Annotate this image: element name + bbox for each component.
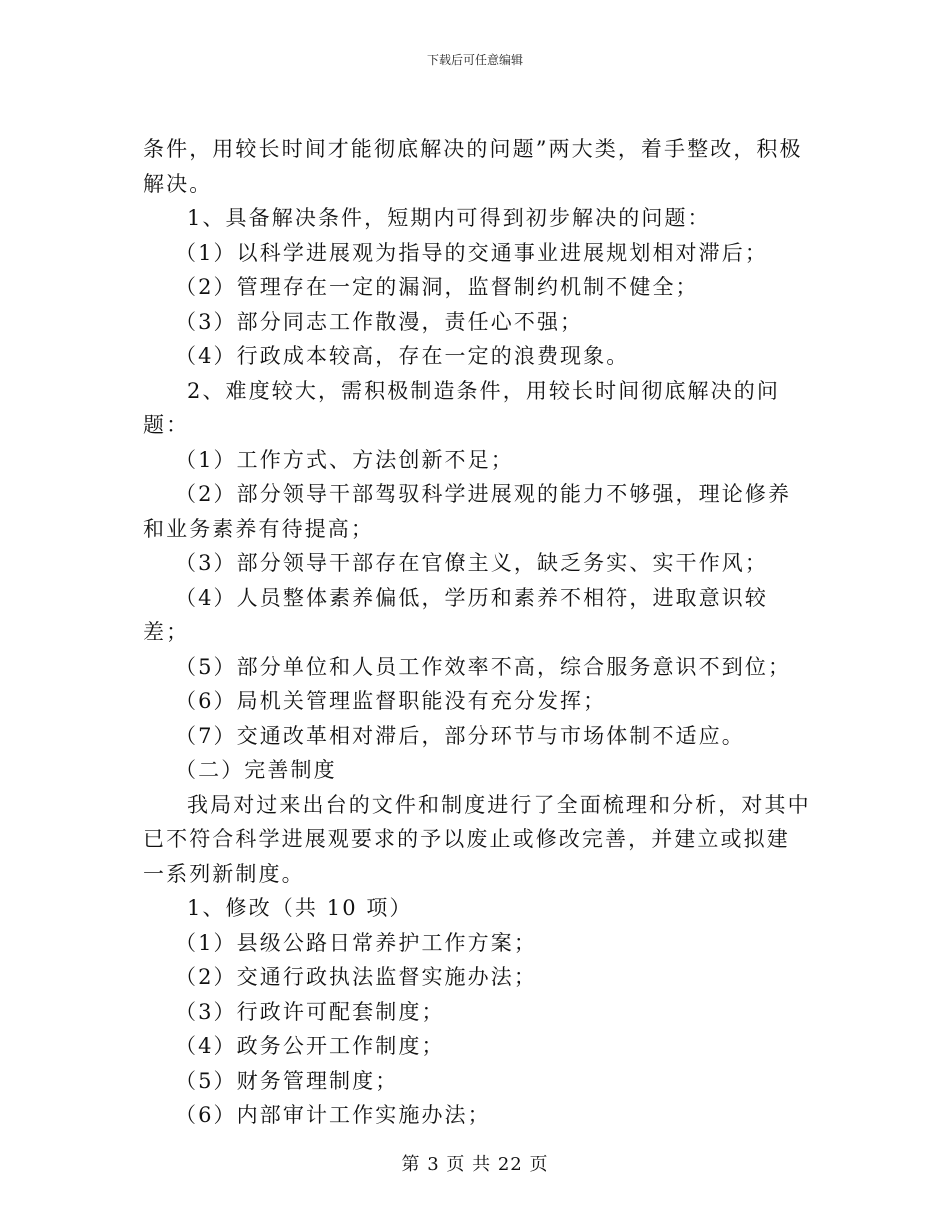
list-item: （3）部分同志工作散漫，责任心不强； [175, 309, 584, 334]
subsection-title: （二）完善制度 [175, 758, 337, 782]
section-heading-modify: 1、修改（共 10 项） [187, 896, 413, 920]
list-item: （6）内部审计工作实施办法； [175, 1103, 491, 1127]
list-item: （3）行政许可配套制度； [175, 999, 445, 1024]
list-item: （1）县级公路日常养护工作方案； [175, 930, 537, 955]
page-footer: 第 3 页 共 22 页 [401, 1154, 549, 1175]
list-item: （4）人员整体素养偏低，学历和素养不相符，进取意识较差； [143, 585, 768, 644]
list-item: （1）工作方式、方法创新不足； [175, 447, 514, 472]
list-item: （2）交通行政执法监督实施办法； [175, 965, 537, 989]
paragraph-continuation: 条件，用较长时间才能彻底解决的问题”两大类，着手整改，积极解决。 [143, 137, 803, 196]
list-item: （2）管理存在一定的漏洞，监督制约机制不健全； [175, 275, 699, 299]
section-heading-2: 2、难度较大，需积极制造条件，用较长时间彻底解决的问题： [143, 378, 780, 437]
section-heading-1: 1、具备解决条件，短期内可得到初步解决的问题： [187, 206, 711, 230]
list-item: （4）行政成本较高，存在一定的浪费现象。 [175, 344, 630, 368]
list-item: （6）局机关管理监督职能没有充分发挥； [175, 689, 607, 713]
list-item: （2）部分领导干部驾驭科学进展观的能力不够强，理论修养和业务素养有待提高； [143, 482, 792, 541]
document-body [143, 132, 811, 1133]
list-item: （3）部分领导干部存在官僚主义，缺乏务实、实干作风； [175, 551, 768, 575]
paragraph-body: 我局对过来出台的文件和制度进行了全面梳理和分析，对其中已不符合科学进展观要求的予以废止或修改完善，并建立或拟建一系列新制度。 [143, 792, 811, 886]
list-item: （5）财务管理制度； [175, 1068, 399, 1093]
list-item: （1）以科学进展观为指导的交通事业进展规划相对滞后； [175, 240, 768, 265]
page-header: 下载后可任意编辑 [426, 53, 523, 67]
list-item: （4）政务公开工作制度； [175, 1034, 445, 1058]
list-item: （7）交通改革相对滞后，部分环节与市场体制不适应。 [175, 723, 745, 748]
list-item: （5）部分单位和人员工作效率不高，综合服务意识不到位； [175, 654, 792, 679]
